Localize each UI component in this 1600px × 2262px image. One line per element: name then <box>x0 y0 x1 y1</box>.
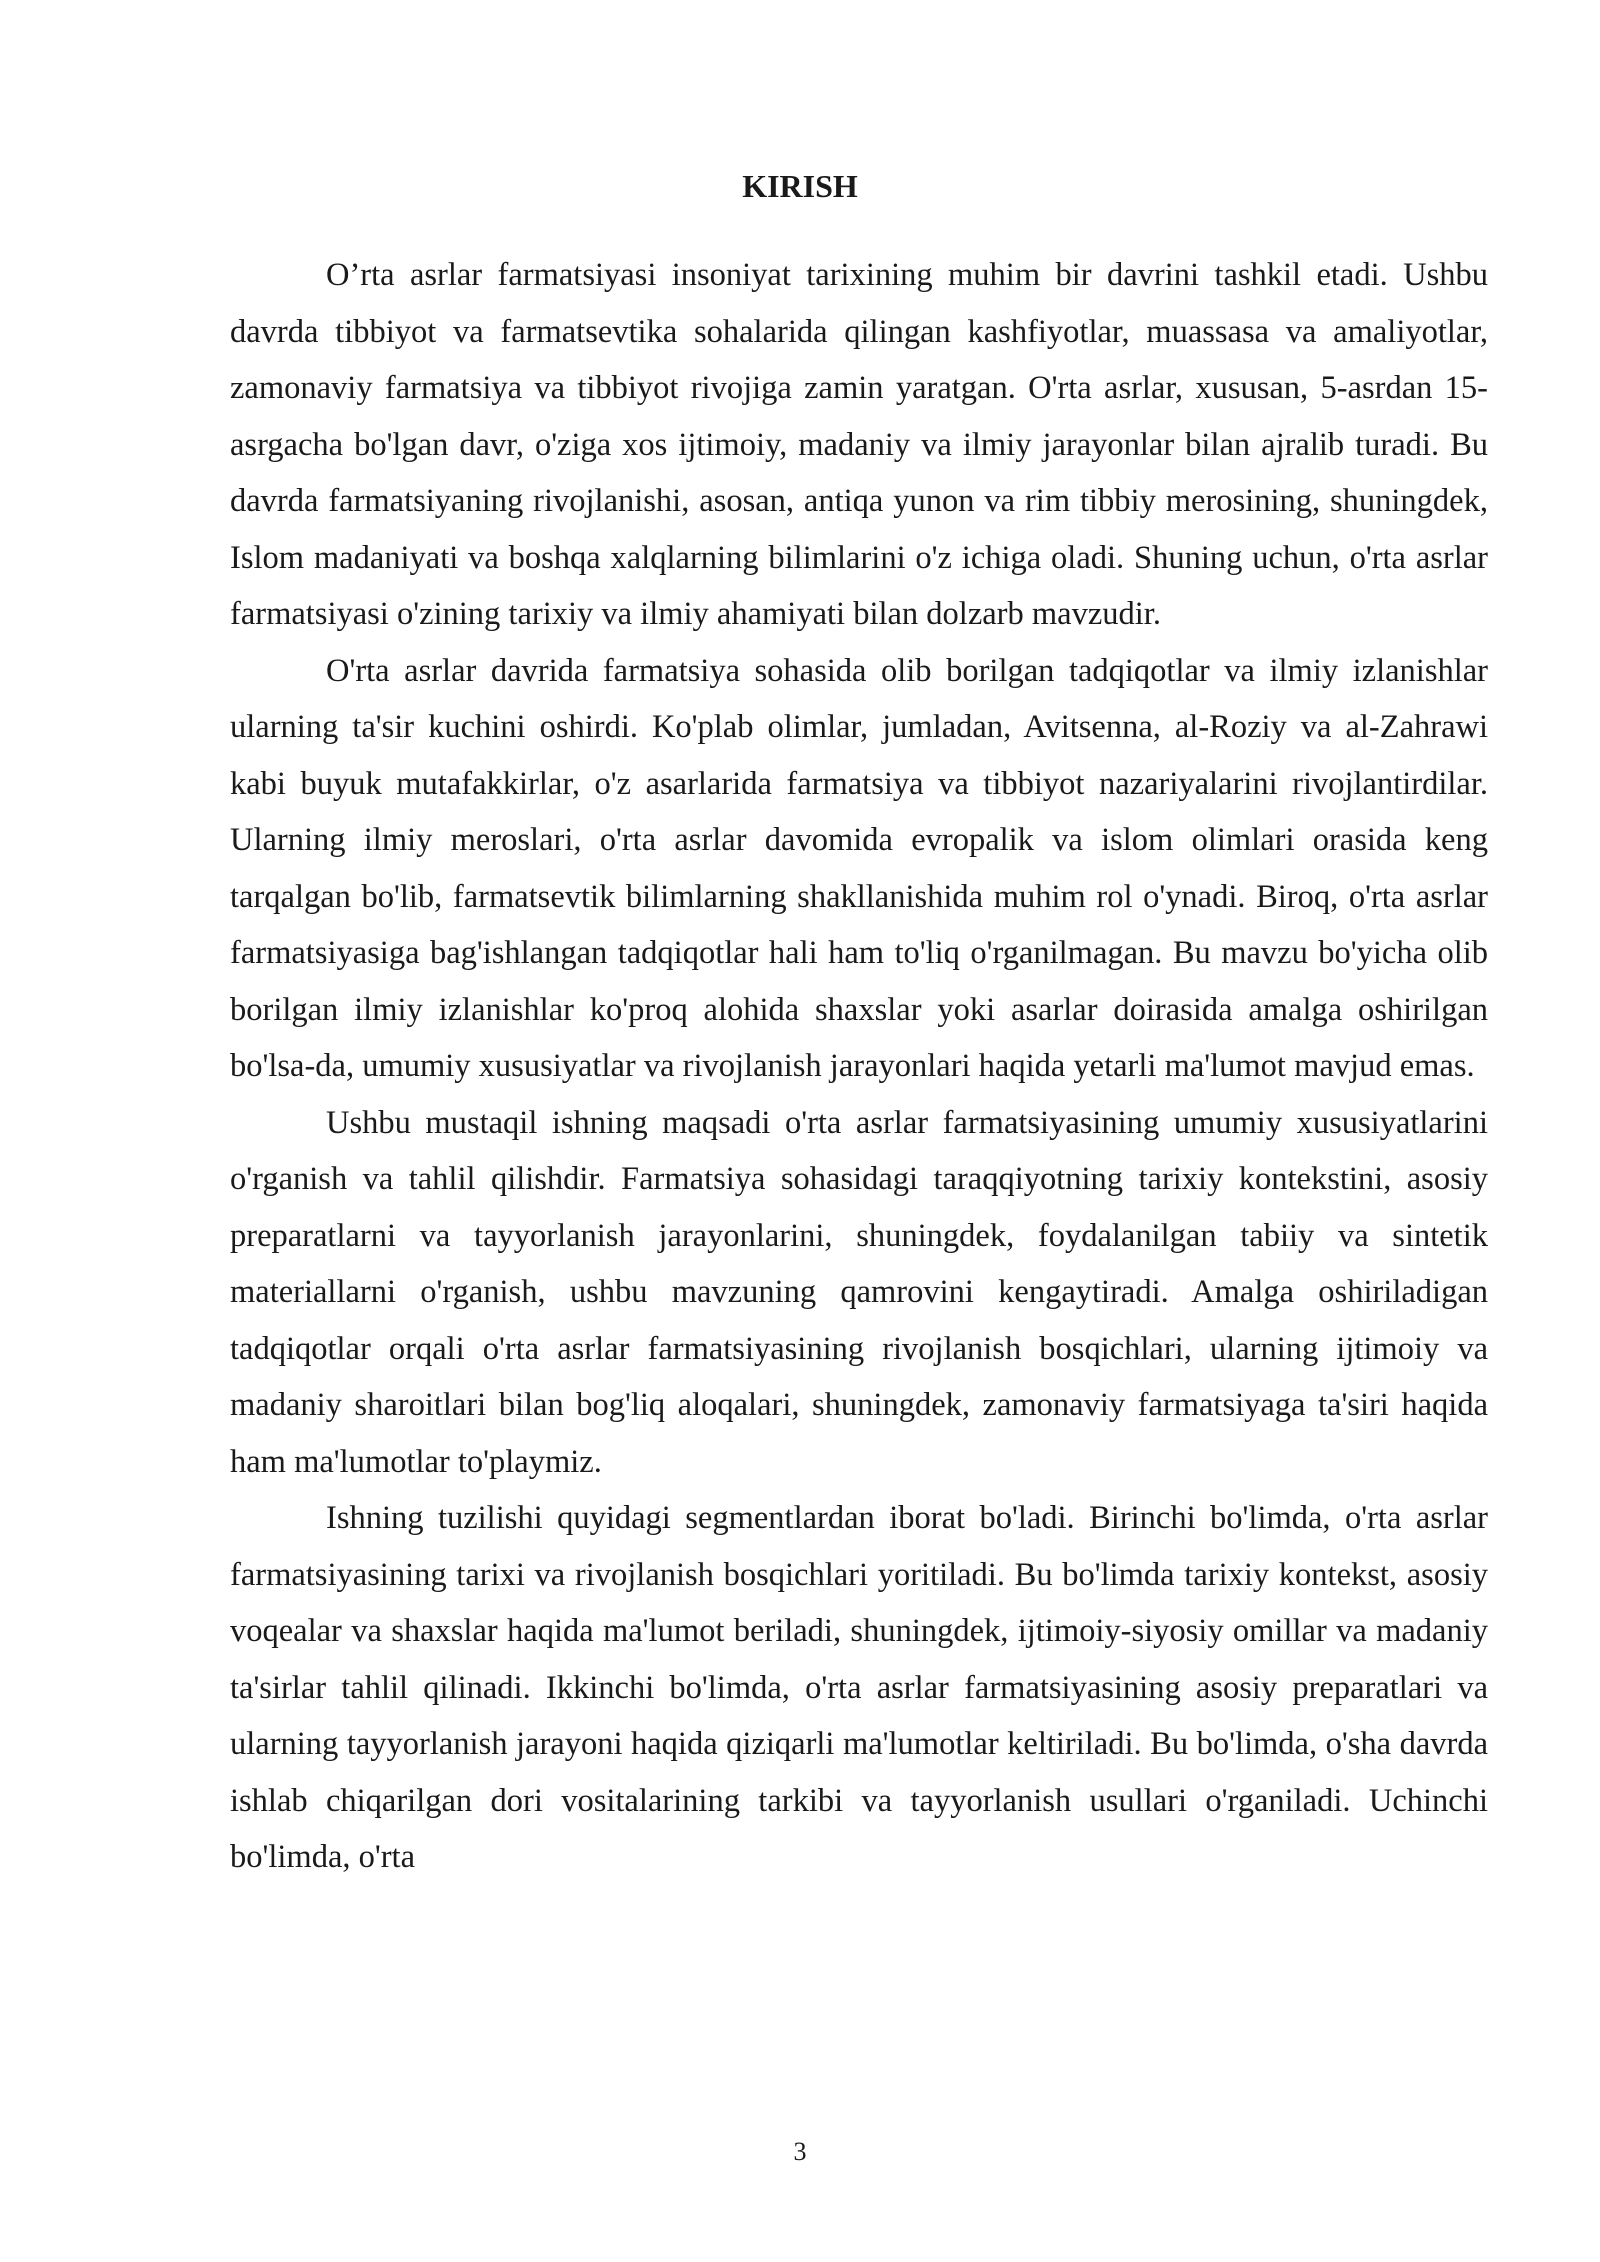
paragraph-scholars: O'rta asrlar davrida farmatsiya sohasida olib borilgan tadqiqotlar va ilmiy izlanishlar ularning ta'sir kuchini oshirdi. Ko'plab olimlar, jumladan, Avitsenna, al-Roziy va al-Zahrawi kabi buyuk mutafakkirlar, o'z asarlarida farmatsiya va tibbiyot nazariyalarini rivojlantirdilar. Ularning ilmiy meroslari, o'rta asrlar davomida evropalik va islom olimlari orasida keng tarqalgan bo'lib, farmatsevtik bilimlarning shakllanishida muhim rol o'ynadi. Biroq, o'rta asrlar farmatsiyasiga bag'ishlangan tadqiqotlar hali ham to'liq o'rganilmagan. Bu mavzu bo'yicha olib borilgan ilmiy izlanishlar ko'proq alohida shaxslar yoki asarlar doirasida amalga oshirilgan bo'lsa-da, umumiy xususiyatlar va rivojlanish jarayonlari haqida yetarli ma'lumot mavjud emas. <box>230 652 1488 1084</box>
paragraph-intro: O’rta asrlar farmatsiyasi insoniyat tarixining muhim bir davrini tashkil etadi. Ushbu davrda tibbiyot va farmatsevtika sohalarida qilingan kashfiyotlar, muassasa va amaliyotlar, zamonaviy farmatsiya va tibbiyot rivojiga zamin yaratgan. O'rta asrlar, xususan, 5-asrdan 15-asrgacha bo'lgan davr, o'ziga xos ijtimoiy, madaniy va ilmiy jarayonlar bilan ajralib turadi. Bu davrda farmatsiyaning rivojlanishi, asosan, antiqa yunon va rim tibbiy merosining, shuningdek, Islom madaniyati va boshqa xalqlarning bilimlarini o'z ichiga oladi. Shuning uchun, o'rta asrlar farmatsiyasi o'zining tarixiy va ilmiy ahamiyati bilan dolzarb mavzudir. <box>230 257 1488 632</box>
page-title: KIRISH <box>742 168 858 204</box>
document-body <box>230 247 1488 1886</box>
paragraph-structure: Ishning tuzilishi quyidagi segmentlardan iborat bo'ladi. Birinchi bo'limda, o'rta asrlar farmatsiyasining tarixi va rivojlanish bosqichlari yoritiladi. Bu bo'limda tarixiy kontekst, asosiy voqealar va shaxslar haqida ma'lumot beriladi, shuningdek, ijtimoiy-siyosiy omillar va madaniy ta'sirlar tahlil qilinadi. Ikkinchi bo'limda, o'rta asrlar farmatsiyasining asosiy preparatlari va ularning tayyorlanish jarayoni haqida qiziqarli ma'lumotlar keltiriladi. Bu bo'limda, o'sha davrda ishlab chiqarilgan dori vositalarining tarkibi va tayyorlanish usullari o'rganiladi. Uchinchi bo'limda, o'rta <box>230 1500 1488 1875</box>
page-number: 3 <box>793 2137 807 2166</box>
paragraph-purpose: Ushbu mustaqil ishning maqsadi o'rta asrlar farmatsiyasining umumiy xususiyatlarini o'rganish va tahlil qilishdir. Farmatsiya sohasidagi taraqqiyotning tarixiy kontekstini, asosiy preparatlarni va tayyorlanish jarayonlarini, shuningdek, foydalanilgan tabiiy va sintetik materiallarni o'rganish, ushbu mavzuning qamrovini kengaytiradi. Amalga oshiriladigan tadqiqotlar orqali o'rta asrlar farmatsiyasining rivojlanish bosqichlari, ularning ijtimoiy va madaniy sharoitlari bilan bog'liq aloqalari, shuningdek, zamonaviy farmatsiyaga ta'siri haqida ham ma'lumotlar to'playmiz. <box>230 1104 1488 1480</box>
